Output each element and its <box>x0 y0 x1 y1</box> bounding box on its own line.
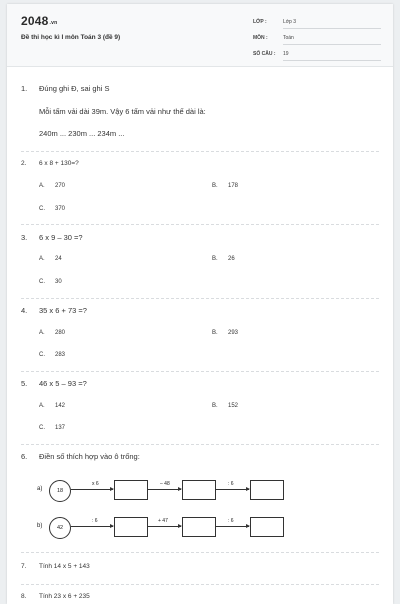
arrow-icon <box>71 526 113 527</box>
operation-label: : 6 <box>92 518 98 524</box>
operation-label: x 6 <box>92 481 99 487</box>
question-text: Tính 14 x 5 + 143 <box>39 563 90 570</box>
option-value: 370 <box>55 206 66 212</box>
option-letter: B. <box>212 183 218 189</box>
question-1-statement: Mỗi tấm vải dài 39m. Vậy 6 tấm vải như thế dài là: <box>39 107 206 116</box>
option-a[interactable] <box>39 183 65 189</box>
option-letter: C. <box>39 206 45 212</box>
answer-box[interactable] <box>114 517 148 537</box>
option-a[interactable] <box>39 403 65 409</box>
option-letter: B. <box>212 256 218 262</box>
site-logo[interactable] <box>21 14 57 28</box>
question-number: 7. <box>21 563 27 570</box>
option-value: 293 <box>228 330 239 336</box>
answer-box[interactable] <box>114 480 148 500</box>
option-value: 270 <box>55 183 66 189</box>
diagram-row-b <box>37 514 297 540</box>
question-text: Tính 23 x 6 + 235 <box>39 593 90 600</box>
answer-box[interactable] <box>182 517 216 537</box>
divider <box>21 444 379 445</box>
option-a[interactable] <box>39 330 65 336</box>
answer-box[interactable] <box>250 480 284 500</box>
question-number: 5. <box>21 379 28 388</box>
option-b[interactable] <box>212 330 238 336</box>
meta-class-label: LỚP : <box>253 19 267 25</box>
logo-text: 2048 <box>21 14 49 28</box>
question-number: 2. <box>21 160 27 167</box>
option-c[interactable] <box>39 425 65 431</box>
option-b[interactable] <box>212 183 238 189</box>
arrow-icon <box>148 526 181 527</box>
row-label: a) <box>37 486 43 492</box>
divider <box>21 298 379 299</box>
divider <box>21 151 379 152</box>
option-value: 26 <box>228 256 235 262</box>
divider <box>21 584 379 585</box>
option-value: 137 <box>55 425 66 431</box>
operation-label: : 6 <box>228 481 234 487</box>
arrow-icon <box>216 526 249 527</box>
option-value: 152 <box>228 403 239 409</box>
row-label: b) <box>37 523 43 529</box>
meta-class-value: Lớp 3 <box>283 19 381 29</box>
operation-label: – 48 <box>160 481 170 487</box>
arrow-icon <box>216 489 249 490</box>
option-b[interactable] <box>212 256 235 262</box>
option-value: 30 <box>55 279 62 285</box>
option-value: 280 <box>55 330 66 336</box>
option-c[interactable] <box>39 206 65 212</box>
option-value: 178 <box>228 183 239 189</box>
meta-question-count <box>253 48 381 62</box>
option-letter: A. <box>39 330 45 336</box>
meta-subject <box>253 32 381 46</box>
option-letter: A. <box>39 403 45 409</box>
meta-count-label: SỐ CÂU : <box>253 51 276 57</box>
option-a[interactable] <box>39 256 62 262</box>
question-number: 1. <box>21 84 28 93</box>
start-number-circle: 42 <box>49 517 71 539</box>
operation-label: : 6 <box>228 518 234 524</box>
exam-header <box>7 4 393 67</box>
divider <box>21 371 379 372</box>
answer-box[interactable] <box>182 480 216 500</box>
option-letter: C. <box>39 425 45 431</box>
divider <box>21 224 379 225</box>
exam-title: Đề thi học kì I môn Toán 3 (đề 9) <box>21 34 121 41</box>
option-letter: A. <box>39 183 45 189</box>
meta-subject-value: Toán <box>283 35 381 45</box>
option-letter: A. <box>39 256 45 262</box>
exam-page <box>7 4 393 604</box>
option-c[interactable] <box>39 352 65 358</box>
arrow-icon <box>148 489 181 490</box>
option-b[interactable] <box>212 403 238 409</box>
question-number: 3. <box>21 233 28 242</box>
question-text: Điền số thích hợp vào ô trống: <box>39 452 140 461</box>
meta-subject-label: MÔN : <box>253 35 268 41</box>
question-text: Đúng ghi Đ, sai ghi S <box>39 84 110 93</box>
question-text: 6 x 9 – 30 =? <box>39 233 83 242</box>
question-1-choices: 240m ... 230m ... 234m ... <box>39 129 125 138</box>
option-value: 283 <box>55 352 66 358</box>
option-letter: C. <box>39 352 45 358</box>
option-value: 24 <box>55 256 62 262</box>
meta-class <box>253 16 381 30</box>
option-letter: B. <box>212 330 218 336</box>
question-text: 6 x 8 + 130=? <box>39 160 79 167</box>
meta-count-value: 19 <box>283 51 381 61</box>
option-letter: C. <box>39 279 45 285</box>
start-number-circle: 18 <box>49 480 71 502</box>
logo-suffix: .vn <box>49 20 58 26</box>
option-value: 142 <box>55 403 66 409</box>
operation-label: + 47 <box>158 518 168 524</box>
option-c[interactable] <box>39 279 62 285</box>
divider <box>21 552 379 553</box>
arrow-icon <box>71 489 113 490</box>
answer-box[interactable] <box>250 517 284 537</box>
question-number: 4. <box>21 306 28 315</box>
question-text: 35 x 6 + 73 =? <box>39 306 87 315</box>
question-text: 46 x 5 – 93 =? <box>39 379 87 388</box>
option-letter: B. <box>212 403 218 409</box>
question-number: 6. <box>21 452 28 461</box>
question-number: 8. <box>21 593 27 600</box>
diagram-row-a <box>37 477 297 503</box>
